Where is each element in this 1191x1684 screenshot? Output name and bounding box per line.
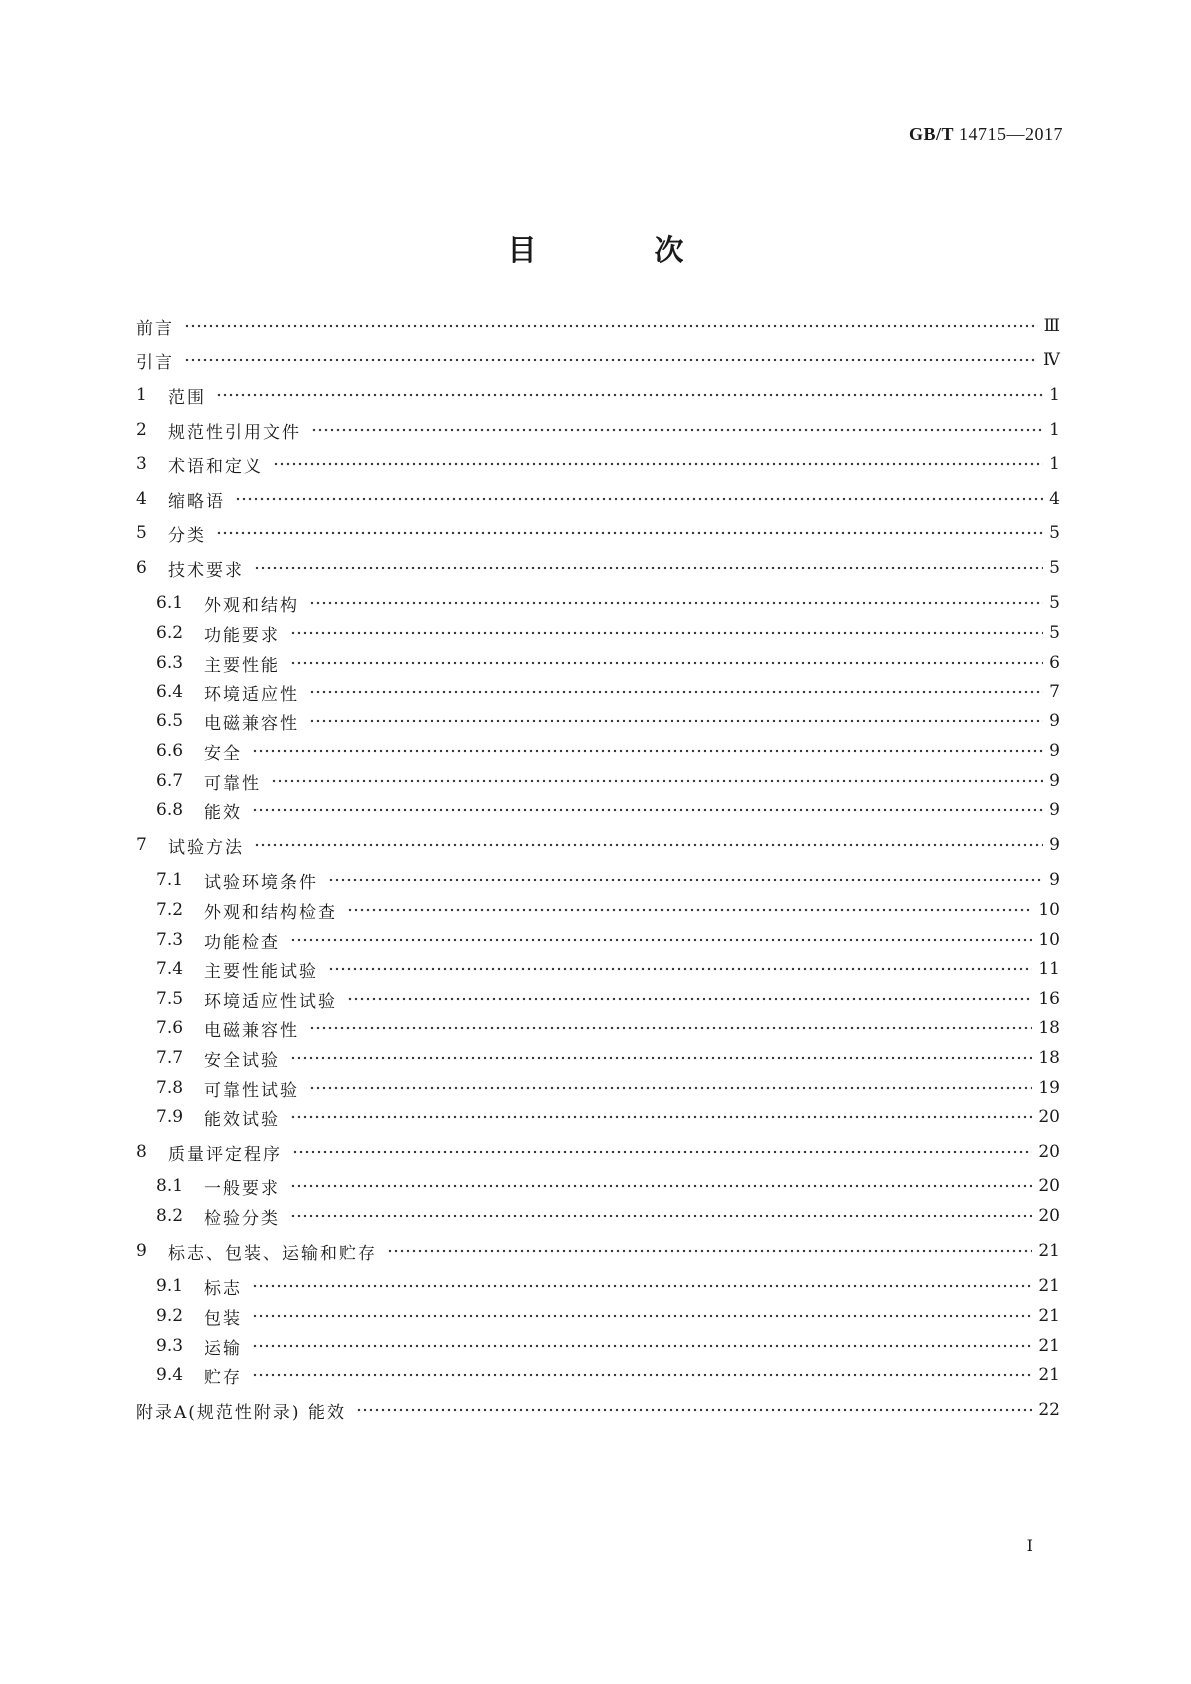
toc-entry[interactable] bbox=[156, 986, 1060, 1012]
toc-entry[interactable] bbox=[156, 1015, 1060, 1041]
toc-entry-page: 6 bbox=[1049, 653, 1060, 673]
dot-leader bbox=[184, 356, 1037, 364]
toc-entry[interactable] bbox=[156, 1104, 1060, 1130]
toc-entry-label: 试验环境条件 bbox=[204, 872, 318, 893]
toc-entry[interactable] bbox=[136, 1238, 1060, 1264]
toc-entry-page: 20 bbox=[1038, 1107, 1060, 1127]
toc-entry[interactable] bbox=[156, 679, 1060, 705]
toc-entry-label: 电磁兼容性 bbox=[204, 1020, 299, 1041]
dot-leader bbox=[216, 391, 1043, 399]
dot-leader bbox=[254, 841, 1043, 849]
toc-entry-label: 能效试验 bbox=[204, 1109, 280, 1130]
toc-entry-label: 标志 bbox=[204, 1278, 242, 1299]
toc-entry-page: 9 bbox=[1049, 711, 1060, 731]
dot-leader bbox=[309, 1084, 1032, 1092]
toc-entry-number: 6.7 bbox=[156, 771, 184, 791]
dot-leader bbox=[290, 1212, 1032, 1220]
toc-entry[interactable] bbox=[136, 486, 1060, 512]
toc-entry-page: 21 bbox=[1038, 1276, 1060, 1296]
toc-entry-page: Ⅲ bbox=[1043, 316, 1060, 336]
toc-entry-label: 标志、包装、运输和贮存 bbox=[168, 1243, 377, 1264]
toc-entry-page: 20 bbox=[1038, 1176, 1060, 1196]
toc-entry-page: Ⅳ bbox=[1043, 350, 1060, 370]
toc-entry-number: 7.6 bbox=[156, 1018, 184, 1038]
toc-entry-label: 检验分类 bbox=[204, 1208, 280, 1229]
dot-leader bbox=[254, 564, 1043, 572]
dot-leader bbox=[184, 322, 1038, 330]
toc-entry[interactable] bbox=[156, 956, 1060, 982]
toc-entry-label: 主要性能 bbox=[204, 655, 280, 676]
dot-leader bbox=[309, 717, 1043, 725]
dot-leader bbox=[347, 906, 1032, 914]
toc-entry-number: 7.8 bbox=[156, 1078, 184, 1098]
toc-entry-number: 3 bbox=[136, 454, 147, 474]
toc-entry[interactable] bbox=[156, 650, 1060, 676]
standard-number: 14715—2017 bbox=[959, 124, 1063, 144]
toc-entry[interactable] bbox=[156, 620, 1060, 646]
dot-leader bbox=[271, 777, 1043, 785]
dot-leader bbox=[290, 1054, 1032, 1062]
toc-entry-label: 技术要求 bbox=[168, 560, 244, 581]
toc-entry-label: 包装 bbox=[204, 1308, 242, 1329]
toc-entry[interactable] bbox=[156, 1273, 1060, 1299]
toc-entry[interactable] bbox=[156, 1333, 1060, 1359]
toc-entry-page: 20 bbox=[1038, 1142, 1060, 1162]
dot-leader bbox=[309, 1024, 1032, 1032]
dot-leader bbox=[292, 1148, 1032, 1156]
toc-entry-label: 范围 bbox=[168, 387, 206, 408]
dot-leader bbox=[387, 1247, 1032, 1255]
toc-entry-label: 规范性引用文件 bbox=[168, 422, 301, 443]
dot-leader bbox=[290, 1182, 1032, 1190]
toc-entry[interactable] bbox=[136, 832, 1060, 858]
toc-entry-page: 5 bbox=[1049, 523, 1060, 543]
toc-entry-page: 5 bbox=[1049, 558, 1060, 578]
dot-leader bbox=[252, 1342, 1032, 1350]
dot-leader bbox=[252, 1312, 1032, 1320]
toc-entry-page: 7 bbox=[1049, 682, 1060, 702]
dot-leader bbox=[347, 995, 1032, 1003]
toc-entry-page: 1 bbox=[1049, 454, 1060, 474]
toc-entry[interactable] bbox=[136, 451, 1060, 477]
toc-entry-label: 功能要求 bbox=[204, 625, 280, 646]
dot-leader bbox=[290, 936, 1032, 944]
toc-entry[interactable] bbox=[156, 897, 1060, 923]
toc-entry-number: 6.4 bbox=[156, 682, 184, 702]
toc-entry[interactable] bbox=[136, 347, 1060, 373]
dot-leader bbox=[290, 629, 1043, 637]
dot-leader bbox=[309, 688, 1043, 696]
toc-entry[interactable] bbox=[156, 797, 1060, 823]
toc-entry-page: 21 bbox=[1038, 1241, 1060, 1261]
toc-entry-page: 9 bbox=[1049, 741, 1060, 761]
toc-entry-label: 附录A(规范性附录) 能效 bbox=[136, 1402, 346, 1423]
toc-entry-number: 9.3 bbox=[156, 1336, 184, 1356]
toc-entry-page: 5 bbox=[1049, 593, 1060, 613]
toc-entry[interactable] bbox=[156, 1173, 1060, 1199]
toc-entry-number: 7 bbox=[136, 835, 147, 855]
toc-entry-page: 9 bbox=[1049, 800, 1060, 820]
toc-entry-number: 7.1 bbox=[156, 870, 184, 890]
toc-entry[interactable] bbox=[136, 555, 1060, 581]
toc-entry[interactable] bbox=[136, 1139, 1060, 1165]
dot-leader bbox=[328, 876, 1043, 884]
toc-entry-number: 6.1 bbox=[156, 593, 184, 613]
toc-entry-page: 1 bbox=[1049, 420, 1060, 440]
toc-entry[interactable] bbox=[156, 1362, 1060, 1388]
toc-entry-label: 引言 bbox=[136, 352, 174, 373]
toc-entry[interactable] bbox=[156, 738, 1060, 764]
toc-entry-label: 质量评定程序 bbox=[168, 1144, 282, 1165]
toc-entry-number: 7.7 bbox=[156, 1048, 184, 1068]
toc-entry-number: 9 bbox=[136, 1241, 147, 1261]
toc-entry-page: 16 bbox=[1038, 989, 1060, 1009]
toc-entry-label: 功能检查 bbox=[204, 932, 280, 953]
toc-entry-page: 10 bbox=[1038, 900, 1060, 920]
toc-entry-page: 21 bbox=[1038, 1365, 1060, 1385]
dot-leader bbox=[252, 1371, 1032, 1379]
toc-entry[interactable] bbox=[136, 382, 1060, 408]
toc-entry-number: 7.2 bbox=[156, 900, 184, 920]
toc-entry-number: 7.5 bbox=[156, 989, 184, 1009]
toc-entry-number: 6.6 bbox=[156, 741, 184, 761]
toc-entry-number: 2 bbox=[136, 420, 147, 440]
toc-entry-number: 7.4 bbox=[156, 959, 184, 979]
toc-entry-label: 运输 bbox=[204, 1338, 242, 1359]
toc-entry-number: 7.9 bbox=[156, 1107, 184, 1127]
toc-entry[interactable] bbox=[156, 927, 1060, 953]
dot-leader bbox=[252, 747, 1043, 755]
dot-leader bbox=[309, 599, 1043, 607]
dot-leader bbox=[216, 529, 1043, 537]
toc-entry-number: 5 bbox=[136, 523, 147, 543]
toc-entry-page: 9 bbox=[1049, 835, 1060, 855]
toc-entry-label: 能效 bbox=[204, 802, 242, 823]
toc-entry-page: 19 bbox=[1038, 1078, 1060, 1098]
dot-leader bbox=[328, 965, 1032, 973]
toc-entry-page: 9 bbox=[1049, 771, 1060, 791]
toc-entry[interactable] bbox=[136, 1397, 1060, 1423]
toc-entry[interactable] bbox=[156, 1045, 1060, 1071]
toc-entry-page: 4 bbox=[1049, 489, 1060, 509]
toc-entry-page: 21 bbox=[1038, 1336, 1060, 1356]
dot-leader bbox=[235, 495, 1043, 503]
toc-entry-label: 可靠性 bbox=[204, 773, 261, 794]
toc-entry[interactable] bbox=[156, 768, 1060, 794]
toc-entry-page: 20 bbox=[1038, 1206, 1060, 1226]
toc-entry-label: 可靠性试验 bbox=[204, 1080, 299, 1101]
toc-entry-number: 8 bbox=[136, 1142, 147, 1162]
toc-entry-number: 8.1 bbox=[156, 1176, 184, 1196]
toc-entry-label: 分类 bbox=[168, 525, 206, 546]
toc-entry-label: 外观和结构检查 bbox=[204, 902, 337, 923]
toc-entry-number: 4 bbox=[136, 489, 147, 509]
toc-entry[interactable] bbox=[156, 1203, 1060, 1229]
toc-entry-label: 安全 bbox=[204, 743, 242, 764]
dot-leader bbox=[290, 1113, 1032, 1121]
toc-entry-label: 前言 bbox=[136, 318, 174, 339]
page-title: 目 次 bbox=[507, 233, 738, 267]
toc-entry-number: 6.2 bbox=[156, 623, 184, 643]
toc-entry-page: 5 bbox=[1049, 623, 1060, 643]
toc-entry-page: 18 bbox=[1038, 1018, 1060, 1038]
toc-entry[interactable] bbox=[136, 313, 1060, 339]
standard-code bbox=[909, 124, 1063, 145]
toc-entry-number: 6.3 bbox=[156, 653, 184, 673]
dot-leader bbox=[252, 1282, 1032, 1290]
toc-entry-number: 8.2 bbox=[156, 1206, 184, 1226]
toc-entry-number: 9.1 bbox=[156, 1276, 184, 1296]
toc-entry-page: 11 bbox=[1038, 959, 1060, 979]
toc-entry-number: 7.3 bbox=[156, 930, 184, 950]
toc-entry-label: 一般要求 bbox=[204, 1178, 280, 1199]
toc-entry-page: 10 bbox=[1038, 930, 1060, 950]
toc-entry-number: 9.4 bbox=[156, 1365, 184, 1385]
toc-entry-number: 9.2 bbox=[156, 1306, 184, 1326]
toc-entry-label: 缩略语 bbox=[168, 491, 225, 512]
toc-entry[interactable] bbox=[156, 590, 1060, 616]
toc-entry-page: 1 bbox=[1049, 385, 1060, 405]
standard-prefix: GB/T bbox=[908, 124, 954, 144]
toc-entry-label: 环境适应性 bbox=[204, 684, 299, 705]
toc-entry[interactable] bbox=[156, 1303, 1060, 1329]
toc-entry-label: 环境适应性试验 bbox=[204, 991, 337, 1012]
toc-entry-page: 18 bbox=[1038, 1048, 1060, 1068]
toc-entry-label: 主要性能试验 bbox=[204, 961, 318, 982]
toc-entry-page: 22 bbox=[1038, 1400, 1060, 1420]
toc-entry-label: 外观和结构 bbox=[204, 595, 299, 616]
toc-entry-page: 9 bbox=[1049, 870, 1060, 890]
toc-entry[interactable] bbox=[156, 708, 1060, 734]
toc-entry-label: 安全试验 bbox=[204, 1050, 280, 1071]
toc-entry-label: 试验方法 bbox=[168, 837, 244, 858]
toc-entry-label: 术语和定义 bbox=[168, 456, 263, 477]
toc-entry[interactable] bbox=[156, 1075, 1060, 1101]
dot-leader bbox=[311, 426, 1043, 434]
dot-leader bbox=[273, 460, 1043, 468]
toc-entry[interactable] bbox=[136, 417, 1060, 443]
toc-entry-number: 1 bbox=[136, 385, 147, 405]
dot-leader bbox=[252, 806, 1043, 814]
toc-entry-label: 贮存 bbox=[204, 1367, 242, 1388]
page-number: I bbox=[1026, 1536, 1033, 1555]
toc-entry[interactable] bbox=[156, 867, 1060, 893]
toc-entry[interactable] bbox=[136, 520, 1060, 546]
toc-entry-label: 电磁兼容性 bbox=[204, 713, 299, 734]
toc-entry-number: 6 bbox=[136, 558, 147, 578]
toc-entry-page: 21 bbox=[1038, 1306, 1060, 1326]
dot-leader bbox=[290, 659, 1043, 667]
dot-leader bbox=[356, 1406, 1032, 1414]
toc-entry-number: 6.5 bbox=[156, 711, 184, 731]
toc-entry-number: 6.8 bbox=[156, 800, 184, 820]
